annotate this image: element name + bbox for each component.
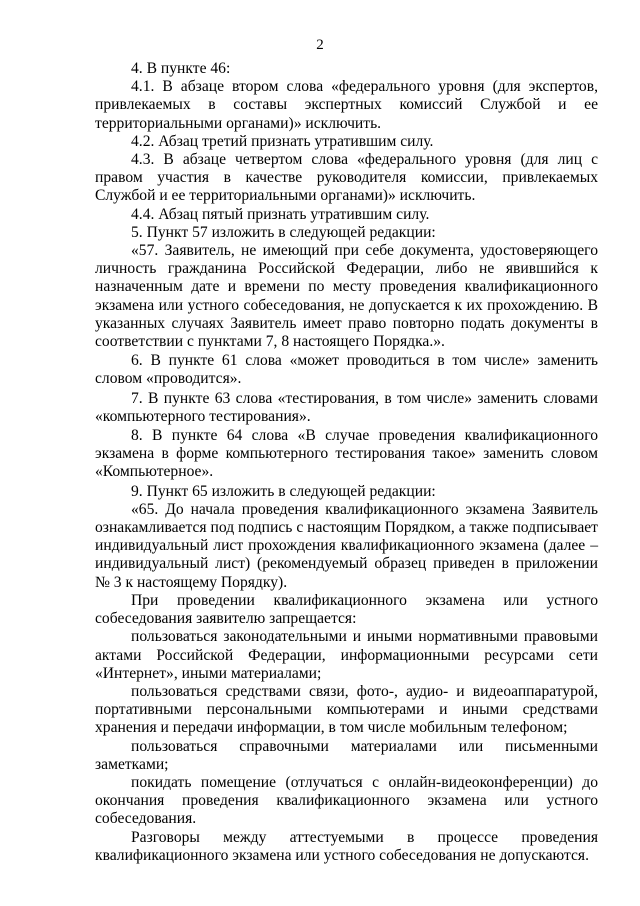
- paragraph-prohibition-notes: пользоваться справочными материалами или письменными заметками;: [95, 737, 598, 773]
- paragraph-item-5: 5. Пункт 57 изложить в следующей редакции:: [131, 223, 436, 241]
- paragraph-prohibition-devices: пользоваться средствами связи, фото-, аудио- и видеоаппаратурой, портативными персональными компьютерами и иными средствами хранения и передачи информации, в том числе мобильным телефоном;: [95, 682, 598, 737]
- paragraph-item-4-3: 4.3. В абзаце четвертом слова «федерального уровня (для лиц с правом участия в качестве руководителя комиссии, привлекаемых Службой и ее территориальными органами)» исключить.: [95, 151, 598, 205]
- paragraph-conversations: Разговоры между аттестуемыми в процессе проведения квалификационного экзамена или устного собеседования не допускаются.: [95, 828, 598, 864]
- document-body: [95, 60, 598, 865]
- paragraph-item-4-4: 4.4. Абзац пятый признать утратившим силу.: [131, 205, 430, 223]
- page-number: 2: [316, 37, 324, 53]
- paragraph-item-9: 9. Пункт 65 изложить в следующей редакции:: [131, 482, 436, 500]
- paragraph-prohibition-leaving: покидать помещение (отлучаться с онлайн-видеоконференции) до окончания проведения квалификационного экзамена или устного собеседования.: [95, 773, 598, 828]
- paragraph-item-4: 4. В пункте 46:: [131, 60, 231, 77]
- paragraph-clause-65: «65. До начала проведения квалификационного экзамена Заявитель ознакамливается под подпись с настоящим Порядком, а также подписывает индивидуальный лист прохождения квалификационного экзамена (далее – индивидуальный лист) (рекомендуемый образец приведен в приложении № 3 к настоящему Порядку).: [95, 500, 598, 591]
- paragraph-clause-57: «57. Заявитель, не имеющий при себе документа, удостоверяющего личность гражданина Российской Федерации, либо не явившийся к назначенным дате и времени по месту проведения квалификационного экзамена или устного собеседования, не допускается к их прохождению. В указанных случаях Заявитель имеет право повторно подать документы в соответствии с пунктами 7, 8 настоящего Порядка.».: [95, 242, 598, 351]
- paragraph-item-4-1: 4.1. В абзаце втором слова «федерального уровня (для экспертов, привлекаемых в составы экспертных комиссий Службой и ее территориальными органами)» исключить.: [95, 78, 598, 132]
- paragraph-item-6: 6. В пункте 61 слова «может проводиться в том числе» заменить словом «проводится».: [95, 352, 598, 388]
- paragraph-item-4-2: 4.2. Абзац третий признать утратившим силу.: [131, 132, 434, 150]
- paragraph-item-8: 8. В пункте 64 слова «В случае проведения квалификационного экзамена в форме компьютерного тестирования такое» заменить словом «Компьютерное».: [95, 427, 598, 481]
- paragraph-prohibition-legal-acts: пользоваться законодательными и иными нормативными правовыми актами Российской Федерации, информационными ресурсами сети «Интернет», иными материалами;: [95, 628, 598, 682]
- paragraph-item-7: 7. В пункте 63 слова «тестирования, в том числе» заменить словами «компьютерного тестирования».: [95, 389, 598, 425]
- paragraph-prohibitions-intro: При проведении квалификационного экзамена или устного собеседования заявителю запрещается:: [95, 591, 598, 628]
